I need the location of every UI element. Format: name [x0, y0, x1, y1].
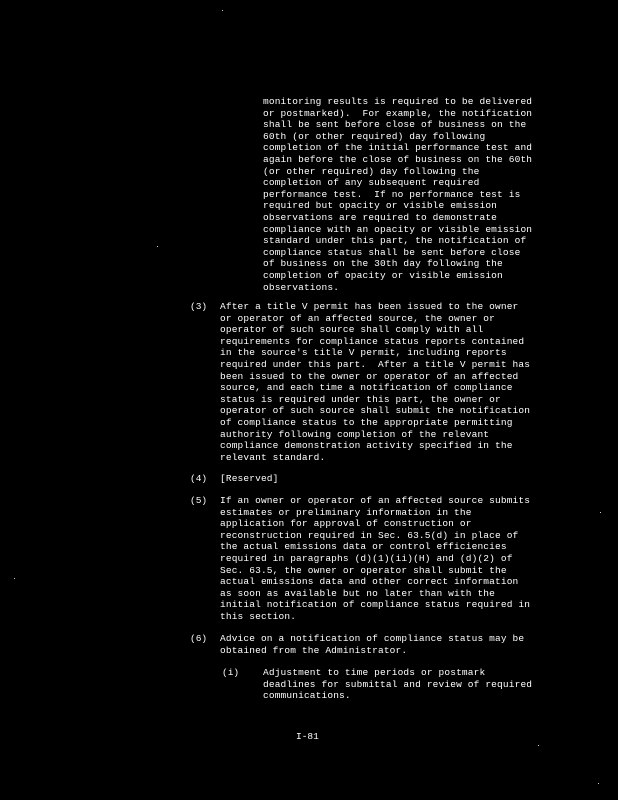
text-line: of business on the 30th day following the — [263, 258, 503, 270]
text-line: or operator of an affected source, the owner or — [220, 312, 495, 324]
text-line: reconstruction required in Sec. 63.5(d) in place of — [220, 529, 519, 541]
scan-speck — [600, 512, 601, 513]
item-number-6: (6) — [190, 633, 208, 644]
continuation-paragraph — [263, 96, 532, 293]
text-line: required but opacity or visible emission — [263, 200, 498, 212]
text-line: compliance with an opacity or visible emission — [263, 223, 533, 235]
text-line: required under this part. After a title V permit has — [220, 358, 531, 370]
text-line: obtained from the Administrator. — [220, 644, 408, 656]
text-line: (or other required) day following the — [263, 165, 480, 177]
scan-speck — [14, 578, 15, 579]
text-line: completion of opacity or visible emission — [263, 269, 503, 281]
text-line: in the source's title V permit, including reports — [220, 347, 507, 359]
text-line: observations. — [263, 281, 340, 293]
scan-speck — [157, 246, 158, 247]
text-line: or postmarked). For example, the notification — [263, 107, 533, 119]
subitem-i-text — [263, 667, 532, 702]
text-line: completion of any subsequent required — [263, 177, 480, 189]
text-line: completion of the initial performance test and — [263, 142, 533, 154]
text-line: requirements for compliance status reports contained — [220, 335, 525, 347]
item-4-text — [220, 473, 279, 485]
text-line: performance test. If no performance test is — [263, 188, 521, 200]
text-line: estimates or preliminary information in the — [220, 506, 472, 518]
text-line: compliance demonstration activity specified in the — [220, 440, 513, 452]
item-5-text — [220, 495, 530, 623]
subitem-number-i: (i) — [222, 667, 240, 678]
text-line: been issued to the owner or operator of an affected — [220, 370, 519, 382]
text-line: required in paragraphs (d)(1)(ii)(H) and (d)(2) of — [220, 552, 513, 564]
text-line: observations are required to demonstrate — [263, 211, 498, 223]
text-line: source, and each time a notification of compliance — [220, 382, 513, 394]
text-line: Sec. 63.5, the owner or operator shall submit the — [220, 564, 507, 576]
text-line: authority following completion of the relevant — [220, 428, 490, 440]
text-line: Advice on a notification of compliance status may be — [220, 633, 525, 644]
page-number: I-81 — [296, 731, 319, 742]
item-number-5: (5) — [190, 495, 208, 506]
text-line: operator of such source shall submit the notification — [220, 405, 531, 417]
text-line: standard under this part, the notification of — [263, 235, 527, 247]
item-3-text — [220, 301, 530, 463]
text-line: monitoring results is required to be delivered — [263, 96, 533, 107]
text-line: compliance status shall be sent before close — [263, 246, 521, 258]
text-line: again before the close of business on the 60th — [263, 153, 533, 165]
text-line: deadlines for submittal and review of required — [263, 678, 533, 690]
text-line: initial notification of compliance status required in — [220, 599, 531, 611]
item-6-text — [220, 633, 524, 656]
scan-speck — [222, 10, 223, 11]
scan-speck — [538, 745, 539, 746]
text-line: application for approval of construction or — [220, 518, 472, 530]
text-line: status is required under this part, the owner or — [220, 393, 501, 405]
text-line: communications. — [263, 690, 351, 702]
text-line: of compliance status to the appropriate permitting — [220, 416, 513, 428]
text-line: this section. — [220, 610, 297, 622]
text-line: If an owner or operator of an affected source submits — [220, 495, 531, 506]
text-line: After a title V permit has been issued to the owner — [220, 301, 519, 312]
text-line: relevant standard. — [220, 451, 326, 463]
text-line: Adjustment to time periods or postmark — [263, 667, 486, 678]
item-number-4: (4) — [190, 473, 208, 484]
text-line: [Reserved] — [220, 473, 279, 484]
scan-speck — [598, 783, 599, 784]
text-line: actual emissions data and other correct information — [220, 576, 519, 588]
text-line: as soon as available but no later than with the — [220, 587, 495, 599]
text-line: 60th (or other required) day following — [263, 130, 486, 142]
text-line: operator of such source shall comply with all — [220, 324, 484, 336]
text-line: the actual emissions data or control efficiencies — [220, 541, 507, 553]
text-line: shall be sent before close of business on the — [263, 119, 527, 131]
item-number-3: (3) — [190, 301, 208, 312]
